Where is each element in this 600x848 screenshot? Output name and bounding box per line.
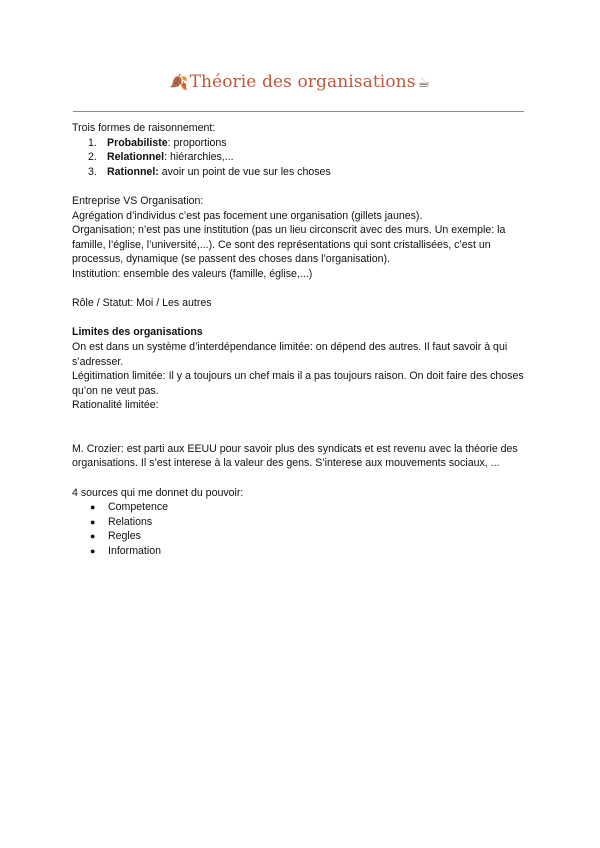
- crozier-paragraph: M. Crozier: est parti aux EEUU pour savoir plus des syndicats et est revenu avec la théorie des organisations. Il s’est interese à la valeur des gens. S’interese aux mouvements sociaux, ...: [72, 442, 518, 470]
- list-item-text: : proportions: [167, 136, 227, 149]
- coffee-cup-icon: ☕: [417, 75, 431, 91]
- list-item-text: Information: [108, 545, 161, 558]
- bullet-icon: ●: [90, 516, 96, 527]
- list-item-text: Relations: [108, 515, 153, 528]
- bullet-icon: ●: [90, 531, 96, 542]
- list-item: [72, 544, 532, 559]
- list-number: 3.: [88, 165, 97, 178]
- list-item: [72, 165, 532, 180]
- list-item-term: Rationnel:: [107, 165, 159, 178]
- bullet-icon: ●: [90, 546, 96, 557]
- paragraph: On est dans un système d’interdépendance limitée: on dépend des autres. Il faut savoir à qui s’adresser.: [72, 340, 508, 368]
- bullet-icon: ●: [90, 502, 96, 513]
- list-item-text: : hiérarchies,...: [164, 151, 234, 164]
- list-item: [72, 529, 532, 544]
- paragraph: Organisation; n’est pas une institution (pas un lieu circonscrit avec des murs. Un exemple: la famille, l’église, l’université,...). Ce sont des représentations qui sont cristallisées, c’est un processus, dynamique (se passent des choses dans l’organisation).: [72, 224, 506, 266]
- paragraph: Rationalité limitée:: [72, 399, 159, 412]
- sources-list: [72, 500, 532, 558]
- list-number: 1.: [88, 136, 97, 149]
- list-item-text: avoir un point de vue sur les choses: [158, 165, 331, 178]
- list-item: [72, 136, 532, 151]
- list-item-term: Probabiliste: [107, 136, 168, 149]
- paragraph: Légitimation limitée: Il y a toujours un chef mais il a pas toujours raison. On doit faire des choses qu’on ne veut pas.: [72, 370, 524, 397]
- raisonnement-list: [72, 136, 532, 180]
- page-title: [0, 72, 600, 92]
- paragraph: Institution: ensemble des valeurs (famille, église,...): [72, 267, 313, 280]
- document-body: [72, 121, 532, 559]
- limites-heading: Limites des organisations: [72, 326, 203, 339]
- fallen-leaf-icon: 🍂: [169, 73, 189, 91]
- title-divider: [73, 111, 524, 112]
- paragraph: Agrégation d’individus c’est pas focement une organisation (gillets jaunes).: [72, 209, 423, 222]
- sources-heading: 4 sources qui me donnet du pouvoir:: [72, 486, 244, 499]
- list-item: [72, 500, 532, 515]
- list-item-term: Relationnel: [107, 151, 165, 164]
- list-item-text: Regles: [108, 530, 141, 543]
- role-statut-line: Rôle / Statut: Moi / Les autres: [72, 297, 212, 310]
- list-item: [72, 515, 532, 530]
- entreprise-heading: Entreprise VS Organisation:: [72, 194, 204, 207]
- list-number: 2.: [88, 151, 97, 164]
- list-item-text: Competence: [108, 501, 169, 514]
- page-title-text: Théorie des organisations: [189, 72, 416, 92]
- list-item: [72, 150, 532, 165]
- raisonnement-heading: Trois formes de raisonnement:: [72, 122, 216, 134]
